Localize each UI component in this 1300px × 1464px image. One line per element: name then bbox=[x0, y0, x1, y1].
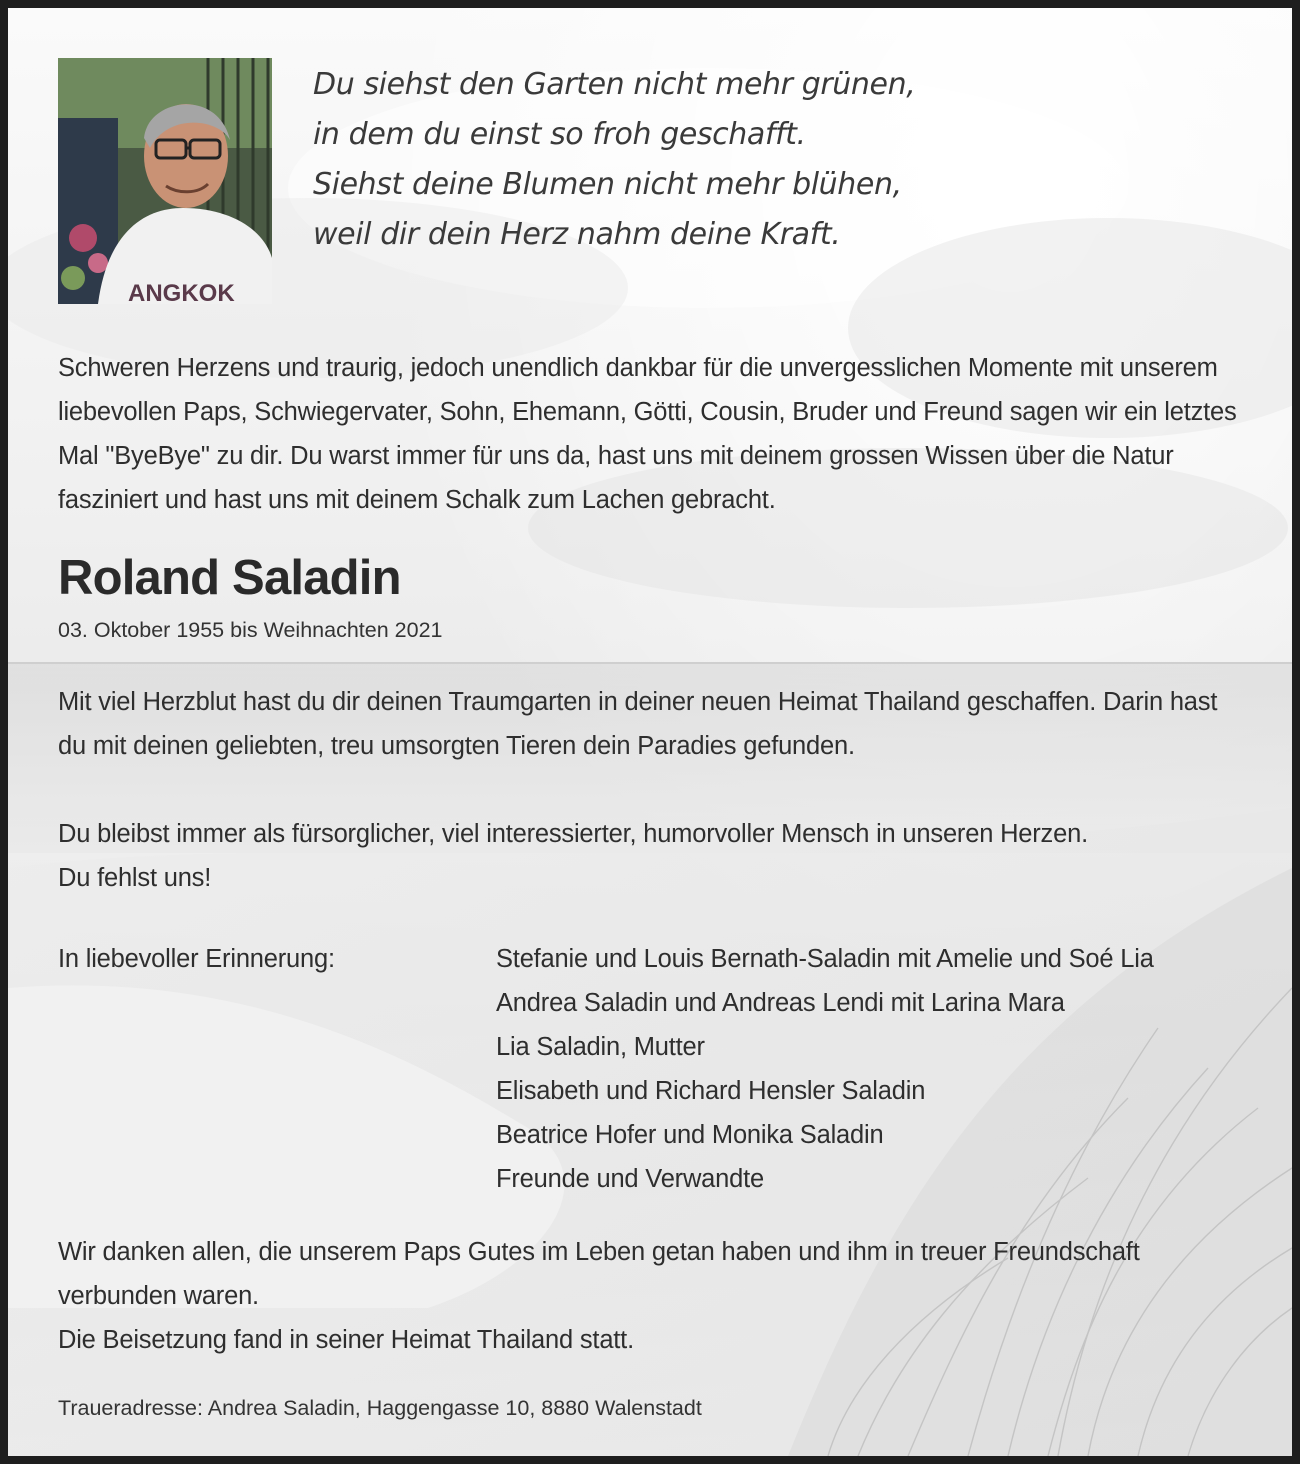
portrait-photo bbox=[58, 58, 272, 304]
obituary-card bbox=[8, 8, 1292, 1456]
shirt-print: ANGKOK bbox=[128, 280, 235, 304]
remembrance-paragraph bbox=[58, 812, 1248, 900]
poem-line: in dem du einst so froh geschafft. bbox=[313, 117, 806, 152]
life-dates: 03. Oktober 1955 bis Weihnachten 2021 bbox=[58, 618, 443, 642]
thanks-paragraph bbox=[58, 1230, 1248, 1362]
intro-paragraph: Schweren Herzens und traurig, jedoch unendlich dankbar für die unvergesslichen Momente mit unserem liebevollen Paps, Schwiegervater, Sohn, Ehemann, Götti, Cousin, Bruder und Freund sagen wir ein letztes Mal "ByeBye" zu dir. Du warst immer für uns da, hast uns mit deinem grossen Wissen über die Natur fasziniert und hast uns mit deinem Schalk zum Lachen gebracht. bbox=[58, 354, 1237, 514]
poem bbox=[313, 60, 1213, 260]
mourning-address: Traueradresse: Andrea Saladin, Haggengasse 10, 8880 Walenstadt bbox=[58, 1396, 702, 1420]
mourner-entry: Freunde und Verwandte bbox=[496, 1165, 764, 1193]
mourner-entry: Andrea Saladin und Andreas Lendi mit Larina Mara bbox=[496, 989, 1065, 1017]
poem-line: weil dir dein Herz nahm deine Kraft. bbox=[313, 217, 841, 252]
thanks-line: Die Beisetzung fand in seiner Heimat Thailand statt. bbox=[58, 1326, 634, 1354]
poem-line: Du siehst den Garten nicht mehr grünen, bbox=[313, 67, 916, 102]
garden-paragraph: Mit viel Herzblut hast du dir deinen Traumgarten in deiner neuen Heimat Thailand geschaffen. Darin hast du mit deinen geliebten, treu umsorgten Tieren dein Paradies gefunden. bbox=[58, 688, 1218, 760]
portrait-illustration bbox=[58, 58, 272, 304]
mourner-entry: Beatrice Hofer und Monika Saladin bbox=[496, 1121, 884, 1149]
remembrance-line: Du bleibst immer als fürsorglicher, viel interessierter, humorvoller Mensch in unseren Herzen. bbox=[58, 820, 1088, 848]
memory-label: In liebevoller Erinnerung: bbox=[58, 945, 335, 973]
mourner-entry: Lia Saladin, Mutter bbox=[496, 1033, 705, 1061]
remembrance-line: Du fehlst uns! bbox=[58, 864, 212, 892]
poem-line: Siehst deine Blumen nicht mehr blühen, bbox=[313, 167, 902, 202]
deceased-name: Roland Saladin bbox=[58, 551, 401, 605]
mourner-entry: Elisabeth und Richard Hensler Saladin bbox=[496, 1077, 926, 1105]
mourner-entry: Stefanie und Louis Bernath-Saladin mit Amelie und Soé Lia bbox=[496, 945, 1154, 973]
mourners-list bbox=[496, 937, 1154, 1201]
thanks-line: Wir danken allen, die unserem Paps Gutes im Leben getan haben und ihm in treuer Freundschaft verbunden waren. bbox=[58, 1238, 1140, 1310]
